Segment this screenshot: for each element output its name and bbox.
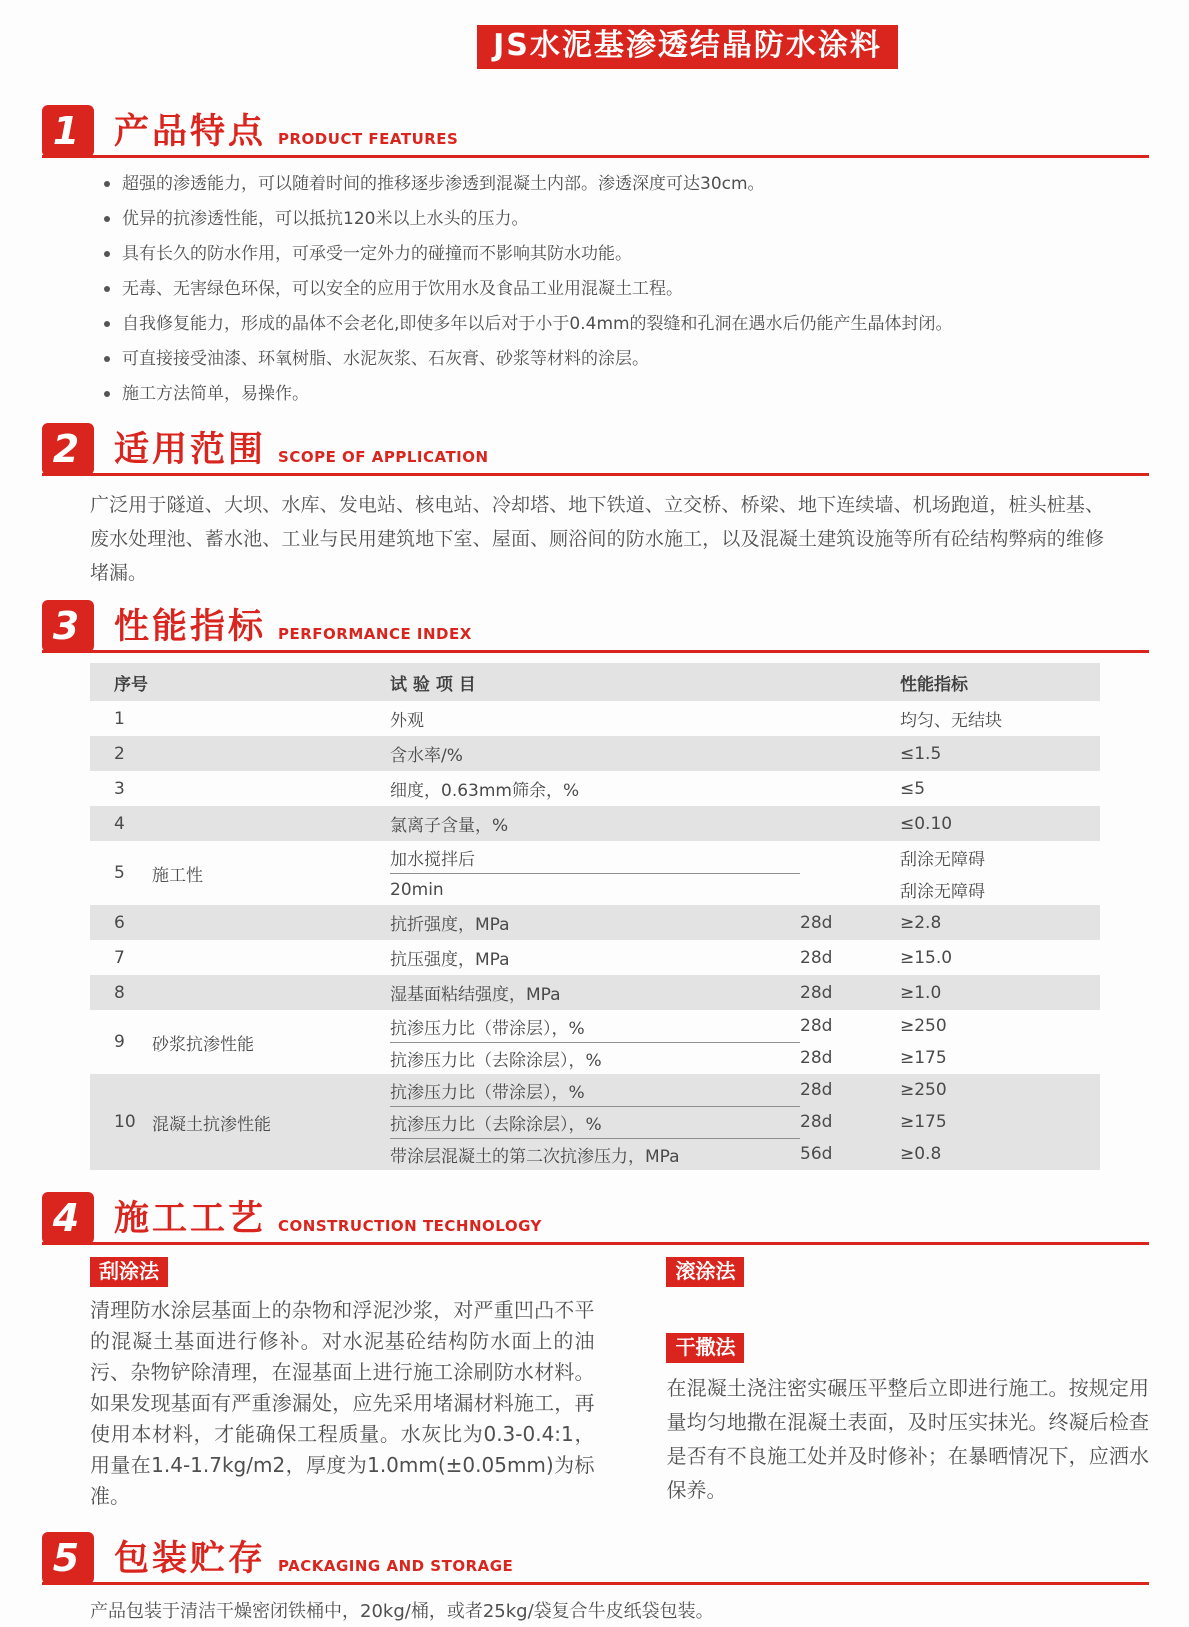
method-dry-text: 在混凝土浇注密实碾压平整后立即进行施工。按规定用量均匀地撒在混凝土表面，及时压实抹光。终凝后检查是否有不良施工处并及时修补；在暴晒情况下，应洒水保养。 [666, 1376, 1149, 1502]
test-age: 28d [800, 1080, 833, 1100]
spacer [666, 1287, 1149, 1333]
performance-table-row [90, 1010, 1100, 1074]
row-category: 砂浆抗渗性能 [152, 1034, 254, 1055]
test-age: 28d [800, 947, 833, 968]
section-features-header [42, 105, 1149, 158]
test-item-name: 抗渗压力比（去除涂层），% [390, 1042, 800, 1074]
test-index-value: ≥250 [900, 1016, 947, 1036]
section-number-badge: 5 [42, 1532, 94, 1584]
row-serial: 6 [114, 912, 125, 933]
row-category: 施工性 [152, 865, 203, 886]
row-serial: 10 [114, 1112, 136, 1132]
row-serial: 7 [114, 947, 125, 968]
section-subtitle: CONSTRUCTION TECHNOLOGY [278, 1217, 542, 1235]
test-index-value: 刮涂无障碍 [900, 881, 985, 902]
performance-table-row [90, 806, 1100, 841]
row-serial: 2 [114, 743, 125, 764]
performance-table-row [90, 736, 1100, 771]
row-serial: 4 [114, 813, 125, 834]
row-sub-item [390, 975, 1100, 1010]
section-number-badge: 1 [42, 105, 94, 157]
performance-table-row [90, 940, 1100, 975]
header-index: 性能指标 [900, 674, 968, 695]
method-roll-badge: 滚涂法 [666, 1257, 744, 1287]
test-item-name: 带涂层混凝土的第二次抗渗压力，MPa [390, 1138, 800, 1170]
test-item-name: 外观 [390, 711, 424, 731]
row-sub-item [390, 905, 1100, 940]
row-sub-item [390, 771, 1100, 806]
feature-bullet: 具有长久的防水作用，可承受一定外力的碰撞而不影响其防水功能。 [100, 242, 1139, 277]
row-items [390, 905, 1100, 940]
header-serial: 序号 [114, 674, 148, 695]
test-age: 28d [800, 1112, 833, 1132]
row-items [390, 1010, 1100, 1074]
row-sub-item [390, 736, 1100, 771]
row-sub-item [390, 1010, 1100, 1042]
performance-table-row [90, 771, 1100, 806]
row-sub-item [390, 841, 1100, 873]
test-item-name: 抗折强度，MPa [390, 915, 510, 935]
test-index-value: 刮涂无障碍 [900, 849, 985, 870]
section-title: 施工工艺 [114, 1199, 267, 1239]
section-number-badge: 3 [42, 600, 94, 652]
test-item-name: 氯离子含量，% [390, 816, 509, 836]
test-item-name: 细度，0.63mm筛余，% [390, 781, 580, 801]
row-items [390, 1074, 1100, 1170]
feature-bullet: 超强的渗透能力，可以随着时间的推移逐步渗透到混凝土内部。渗透深度可达30cm。 [100, 172, 1139, 207]
row-serial: 8 [114, 982, 125, 1003]
performance-table-row [90, 1074, 1100, 1170]
row-items [390, 975, 1100, 1010]
row-serial: 9 [114, 1032, 125, 1052]
row-items [390, 940, 1100, 975]
section-title: 包装贮存 [114, 1539, 267, 1579]
feature-bullet: 施工方法简单，易操作。 [100, 382, 1139, 417]
section-subtitle: SCOPE OF APPLICATION [278, 448, 489, 466]
test-index-value: ≥0.8 [900, 1144, 942, 1164]
construction-methods [90, 1257, 1149, 1512]
test-index-value: ≤0.10 [900, 813, 953, 834]
features-list [100, 172, 1139, 417]
test-item-name: 加水搅拌后 [390, 849, 475, 870]
section-number-badge: 4 [42, 1192, 94, 1244]
performance-table-header-row [90, 663, 1100, 701]
row-sub-item [390, 940, 1100, 975]
test-item-name: 抗压强度，MPa [390, 950, 510, 970]
feature-bullet: 自我修复能力，形成的晶体不会老化,即使多年以后对于小于0.4mm的裂缝和孔洞在遇水后仍能产生晶体封闭。 [100, 312, 1139, 347]
test-index-value: ≤1.5 [900, 743, 942, 764]
section-construction-header [42, 1192, 1149, 1245]
performance-table [90, 663, 1100, 1170]
section-performance-header [42, 600, 1149, 653]
test-index-value: ≥15.0 [900, 947, 953, 968]
feature-bullet: 可直接接受油漆、环氧树脂、水泥灰浆、石灰膏、砂浆等材料的涂层。 [100, 347, 1139, 382]
performance-table-body [90, 701, 1100, 1170]
test-age: 28d [800, 982, 833, 1003]
test-item-name: 含水率/% [390, 746, 463, 766]
row-serial: 5 [114, 863, 125, 883]
performance-table-row [90, 905, 1100, 940]
test-index-value: ≥1.0 [900, 982, 942, 1003]
row-items [390, 841, 1100, 905]
row-sub-item [390, 806, 1100, 841]
test-age: 28d [800, 1048, 833, 1068]
test-index-value: ≥250 [900, 1080, 947, 1100]
row-items [390, 736, 1100, 771]
section-title: 性能指标 [114, 607, 267, 647]
method-dry-badge: 干撒法 [666, 1333, 744, 1363]
row-sub-item [390, 1106, 1100, 1138]
test-item-name: 抗渗压力比（带涂层），% [390, 1082, 585, 1103]
test-item-name: 湿基面粘结强度，MPa [390, 985, 561, 1005]
row-category: 混凝土抗渗性能 [152, 1114, 271, 1135]
test-age: 28d [800, 912, 833, 933]
test-index-value: ≥175 [900, 1112, 947, 1132]
feature-bullet: 无毒、无害绿色环保，可以安全的应用于饮用水及食品工业用混凝土工程。 [100, 277, 1139, 312]
header-test-item: 试 验 项 目 [390, 674, 476, 695]
section-scope-header [42, 423, 1149, 476]
row-sub-item [390, 1074, 1100, 1106]
performance-table-row [90, 701, 1100, 736]
test-item-name: 抗渗压力比（带涂层），% [390, 1018, 585, 1039]
test-item-name: 20min [390, 873, 800, 905]
row-serial: 1 [114, 708, 125, 729]
section-subtitle: PACKAGING AND STORAGE [278, 1557, 514, 1575]
row-sub-item [390, 1042, 1100, 1074]
page-title-banner: JS水泥基渗透结晶防水涂料 [477, 25, 898, 69]
test-index-value: ≤5 [900, 778, 926, 799]
method-scrape-text: 清理防水涂层基面上的杂物和浮泥沙浆，对严重凹凸不平的混凝土基面进行修补。对水泥基砼结构防水面上的油污、杂物铲除清理，在湿基面上进行施工涂刷防水材料。如果发现基面有严重渗漏处，应先采用堵漏材料施工，再使用本材料，才能确保工程质量。水灰比为0.3-0.4:1，用量在1.4-1.7kg/m2，厚度为1.0mm(±0.05mm)为标准。 [90, 1298, 595, 1508]
section-subtitle: PERFORMANCE INDEX [278, 625, 472, 643]
test-index-value: ≥2.8 [900, 912, 942, 933]
test-age: 28d [800, 1016, 833, 1036]
section-number-badge: 2 [42, 423, 94, 475]
performance-table-row [90, 841, 1100, 905]
row-sub-item [390, 873, 1100, 905]
row-items [390, 701, 1100, 736]
test-age: 56d [800, 1144, 833, 1164]
row-items [390, 771, 1100, 806]
section-packaging-header [42, 1532, 1149, 1585]
method-right-column [666, 1257, 1149, 1512]
section-title: 产品特点 [114, 112, 267, 152]
method-scrape-badge: 刮涂法 [90, 1257, 168, 1287]
row-items [390, 806, 1100, 841]
feature-bullet: 优异的抗渗透性能，可以抵抗120米以上水头的压力。 [100, 207, 1139, 242]
row-serial: 3 [114, 778, 125, 799]
row-sub-item [390, 1138, 1100, 1170]
section-subtitle: PRODUCT FEATURES [278, 130, 459, 148]
method-scrape-column [90, 1257, 594, 1512]
row-sub-item [390, 701, 1100, 736]
performance-table-row [90, 975, 1100, 1010]
test-index-value: ≥175 [900, 1048, 947, 1068]
test-index-value: 均匀、无结块 [900, 711, 1002, 731]
test-item-name: 抗渗压力比（去除涂层），% [390, 1106, 800, 1138]
section-title: 适用范围 [114, 430, 267, 470]
packaging-paragraph: 产品包装于清洁干燥密闭铁桶中，20kg/桶，或者25kg/袋复合牛皮纸袋包装。 [90, 1601, 714, 1622]
scope-paragraph: 广泛用于隧道、大坝、水库、发电站、核电站、冷却塔、地下铁道、立交桥、桥梁、地下连续墙、机场跑道，桩头桩基、废水处理池、蓄水池、工业与民用建筑地下室、屋面、厕浴间的防水施工，以及混凝土建筑设施等所有砼结构弊病的维修堵漏。 [90, 494, 1104, 584]
